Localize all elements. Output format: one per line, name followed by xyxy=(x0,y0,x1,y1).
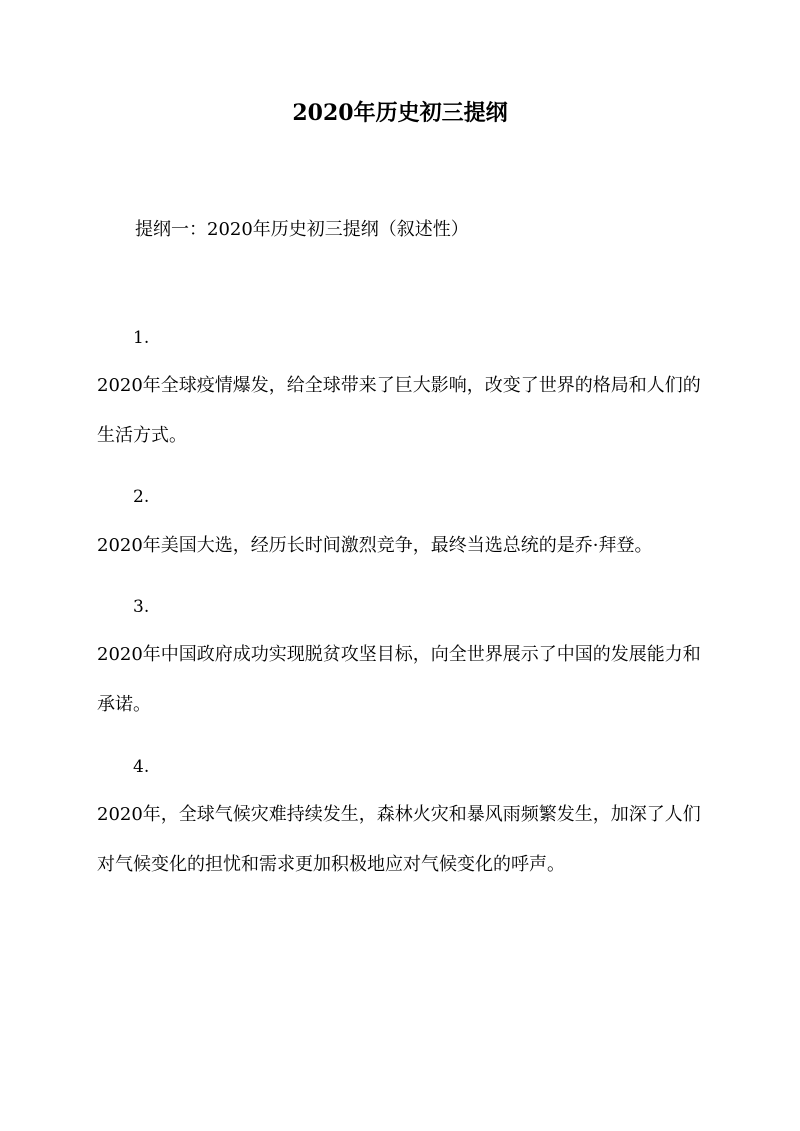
item-number-3: 3. xyxy=(133,597,150,617)
item-number-1: 1. xyxy=(133,328,150,348)
item-text-1: 2020年全球疫情爆发，给全球带来了巨大影响，改变了世界的格局和人们的生活方式。 xyxy=(97,375,701,446)
item-text-3: 2020年中国政府成功实现脱贫攻坚目标，向全世界展示了中国的发展能力和承诺。 xyxy=(97,644,701,715)
item-number-2: 2. xyxy=(133,487,150,507)
item-text-2: 2020年美国大选，经历长时间激烈竞争，最终当选总统的是乔·拜登。 xyxy=(97,535,653,556)
item-text-4: 2020年，全球气候灾难持续发生，森林火灾和暴风雨频繁发生，加深了人们对气候变化的担忧和需求更加积极地应对气候变化的呼声。 xyxy=(97,804,701,875)
item-number-4: 4. xyxy=(133,757,150,777)
page-title: 2020年历史初三提纲 xyxy=(292,100,508,126)
outline-subtitle: 提纲一：2020年历史初三提纲（叙述性） xyxy=(135,219,469,240)
